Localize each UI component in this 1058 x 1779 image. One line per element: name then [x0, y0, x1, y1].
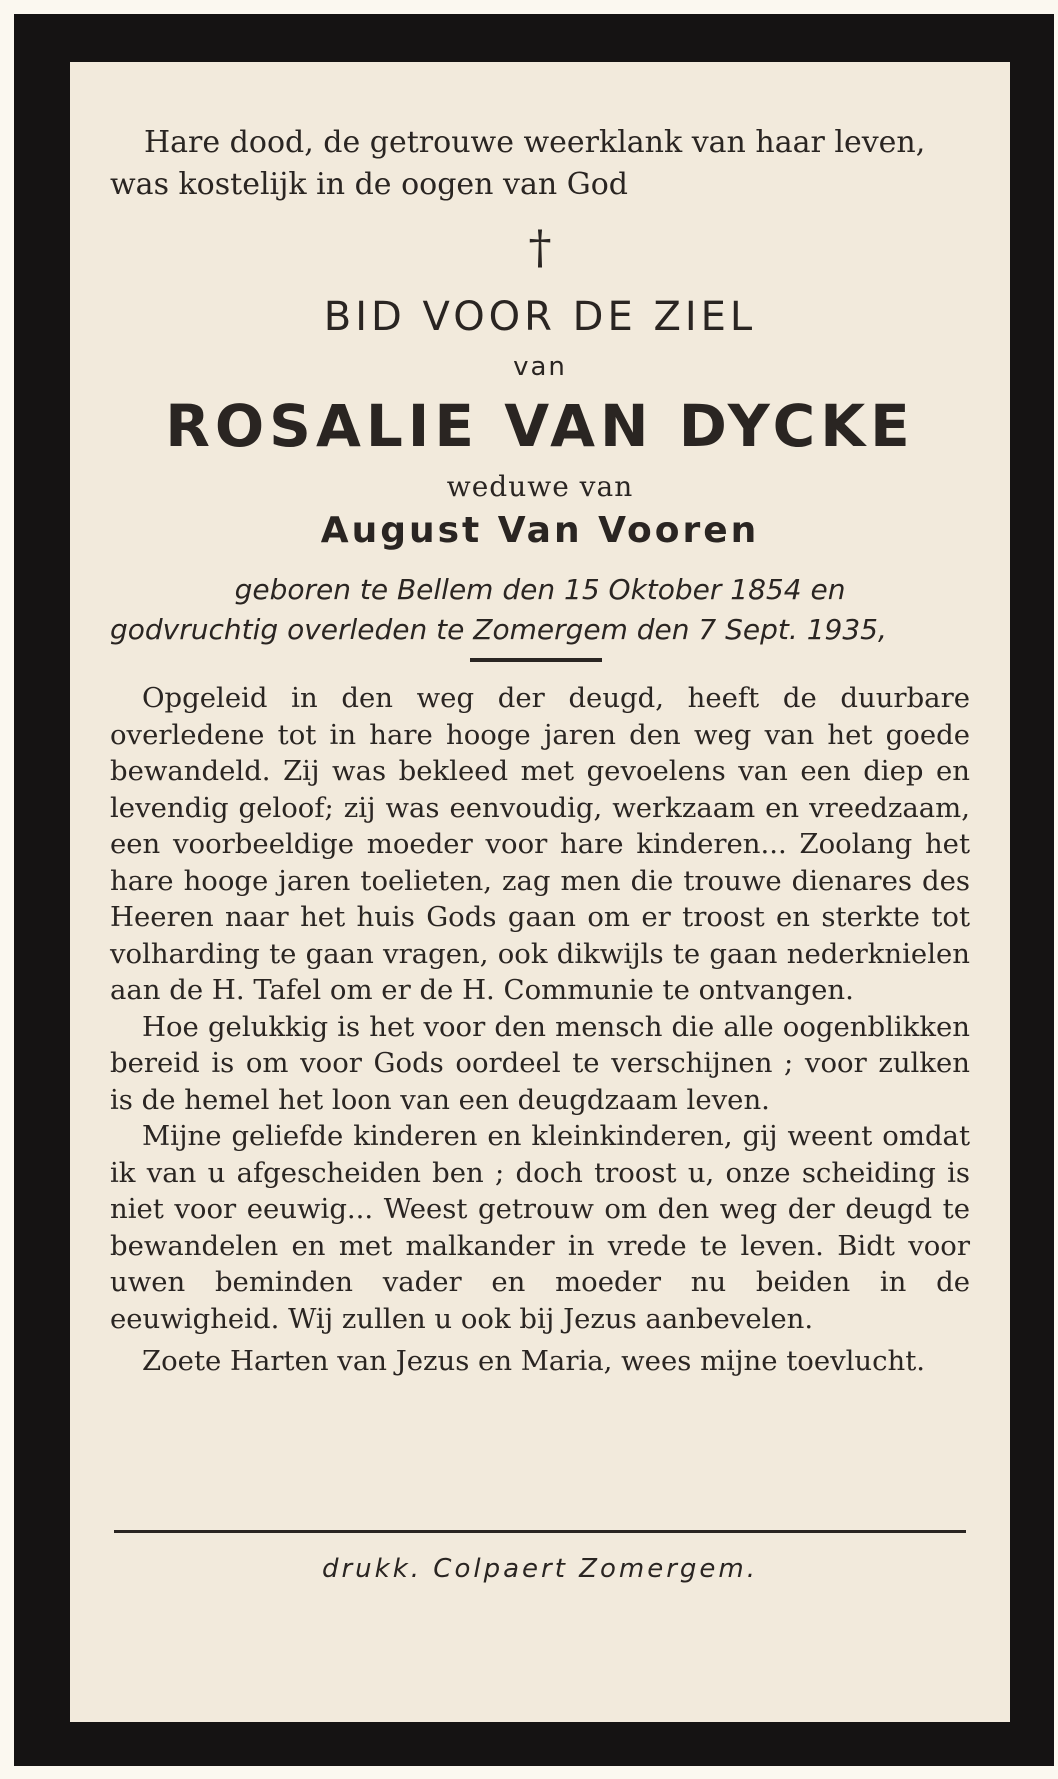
paragraph-4: Zoete Harten van Jezus en Maria, wees mijne toevlucht. — [142, 1345, 926, 1377]
memorial-text — [110, 680, 970, 1380]
printer-credit: drukk. Colpaert Zomergem. — [321, 1554, 758, 1584]
epigraph-line-2: was kostelijk in de oogen van God — [110, 167, 628, 202]
divider-long — [114, 1530, 966, 1533]
cross-icon: † — [528, 220, 552, 274]
card-paper — [70, 62, 1010, 1722]
death-line: godvruchtig overleden te Zomergem den 7 Sept. 1935, — [110, 613, 887, 646]
epigraph — [110, 122, 970, 206]
divider-short — [470, 658, 602, 662]
van-label: van — [513, 352, 567, 382]
epigraph-line-1: Hare dood, de getrouwe weerklank van haar leven, — [144, 125, 926, 160]
paragraph-3: Mijne geliefde kinderen en kleinkinderen, gij weent omdat ik van u afgescheiden ben ; doch troost u, onze scheiding is niet voor eeuwig... Weest getrouw om den weg der deugd te bewandelen en met malkander in vrede te leven. Bidt voor uwen beminden vader en moeder nu beiden in de eeuwigheid. Wij zullen u ook bij Jezus aanbevelen. — [110, 1120, 970, 1335]
birth-line: geboren te Bellem den 15 Oktober 1854 en — [234, 573, 846, 606]
black-mourning-border — [14, 14, 1054, 1766]
husband-name: August Van Vooren — [320, 510, 760, 551]
paragraph-2: Hoe gelukkig is het voor den mensch die alle oogenblikken bereid is om voor Gods oordeel te verschijnen ; voor zulken is de hemel het loon van een deugdzaam leven. — [110, 1010, 970, 1116]
prayer-heading: BID VOOR DE ZIEL — [323, 294, 757, 340]
life-dates — [110, 570, 970, 650]
deceased-name: ROSALIE VAN DYCKE — [165, 392, 915, 460]
paragraph-1: Opgeleid in den weg der deugd, heeft de duurbare overledene tot in hare hooge jaren den weg van het goede bewandeld. Zij was bekleed met gevoelens van een diep en levendig geloof; zij was eenvoudig, werkzaam en vreedzaam, een voorbeeldige moeder voor hare kinderen... Zoolang het hare hooge jaren toelieten, zag men die trouwe dienares des Heeren naar het huis Gods gaan om er troost en sterkte tot volharding te gaan vragen, ook dikwijls te gaan nederknielen aan de H. Tafel om er de H. Communie te ontvangen. — [110, 682, 970, 1006]
widow-of-label: weduwe van — [446, 470, 634, 503]
